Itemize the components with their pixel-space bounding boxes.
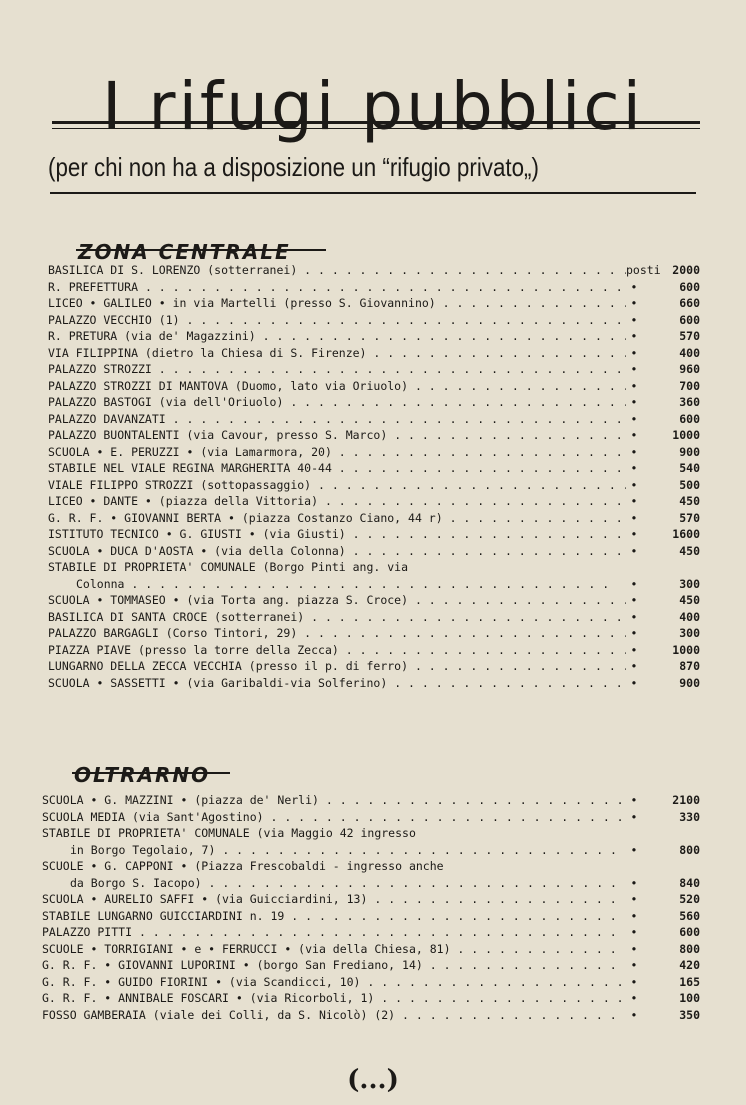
shelter-name-line: STABILE NEL VIALE REGINA MARGHERITA 40-44: [48, 461, 332, 475]
shelter-capacity: 450: [679, 494, 700, 508]
shelter-name-line: SCUOLA • AURELIO SAFFI • (via Guicciardini, 13): [42, 892, 368, 906]
shelter-name-line: PALAZZO BUONTALENTI (via Cavour, presso S. Marco): [48, 428, 388, 442]
bullet-mark: •: [630, 312, 638, 327]
shelter-capacity: 660: [679, 296, 700, 310]
shelter-name: [48, 295, 626, 312]
shelter-entry: [48, 675, 700, 692]
shelter-name-line: PALAZZO BARGAGLI (Corso Tintori, 29): [48, 626, 298, 640]
shelter-entry: [48, 658, 700, 675]
shelter-name: [42, 941, 626, 958]
shelter-entry: [48, 345, 700, 362]
shelter-name-line: R. PRETURA (via de' Magazzini): [48, 329, 256, 343]
shelter-name: [48, 394, 626, 411]
shelter-entry: [42, 858, 700, 891]
bullet-mark: •: [630, 543, 638, 558]
shelter-capacity: 900: [679, 444, 700, 459]
shelter-entry: [48, 460, 700, 477]
shelter-name-line: LICEO • GALILEO • in via Martelli (presso S. Giovannino): [48, 296, 436, 310]
shelter-name-line: SCUOLA • E. PERUZZI • (via Lamarmora, 20): [48, 444, 332, 459]
bullet-mark: •: [630, 345, 638, 360]
bullet-mark: •: [630, 411, 638, 426]
bullet-mark: •: [630, 576, 638, 591]
shelter-name-line: BASILICA DI S. LORENZO (sotterranei): [48, 263, 298, 277]
shelter-entry: [48, 543, 700, 560]
bullet-mark: •: [630, 793, 638, 807]
shelter-name: [42, 1007, 626, 1024]
shelter-entry: [42, 792, 700, 809]
shelter-capacity: 1600: [672, 527, 700, 541]
shelter-name-line: FOSSO GAMBERAIA (viale dei Colli, da S. Nicolò) (2): [42, 1007, 396, 1022]
shelter-entry: [48, 609, 700, 626]
shelter-entry: [48, 411, 700, 428]
section-underline-zona-centrale: [76, 249, 326, 251]
shelter-name-line: PIAZZA PIAVE (presso la torre della Zecca): [48, 642, 339, 657]
shelter-name: [42, 809, 626, 826]
shelter-capacity: 560: [679, 908, 700, 923]
shelter-entry: [42, 908, 700, 925]
shelter-capacity: 600: [679, 925, 700, 939]
shelter-entry: [48, 394, 700, 411]
shelter-capacity: 165: [679, 974, 700, 989]
shelter-capacity: 300: [679, 576, 700, 591]
shelter-entry: [48, 279, 700, 296]
shelter-name: [48, 642, 626, 659]
bullet-mark: •: [630, 659, 638, 673]
shelter-name: [48, 279, 626, 296]
shelter-capacity: 400: [679, 345, 700, 360]
shelter-name: [48, 510, 626, 527]
shelter-name-line: PALAZZO STROZZI DI MANTOVA (Duomo, lato via Oriuolo): [48, 378, 409, 393]
shelter-capacity: 500: [679, 477, 700, 492]
shelter-entry: [42, 941, 700, 958]
shelter-capacity: 450: [679, 543, 700, 558]
bullet-mark: •: [630, 296, 638, 310]
shelter-name-line: R. PREFETTURA: [48, 279, 139, 294]
section-heading-zona-centrale: ZONA CENTRALE: [78, 239, 291, 264]
bullet-mark: •: [630, 626, 638, 640]
shelter-capacity: 400: [679, 609, 700, 624]
shelter-entry: [42, 974, 700, 991]
shelter-capacity: 1000: [672, 428, 700, 442]
bullet-mark: •: [630, 809, 638, 824]
shelter-capacity: 360: [679, 395, 700, 409]
shelter-name-line: SCUOLE • TORRIGIANI • e • FERRUCCI • (via della Chiesa, 81): [42, 941, 451, 956]
shelter-entry: [42, 957, 700, 974]
shelter-name: [48, 328, 626, 345]
shelter-name: [42, 908, 626, 925]
shelter-name-continuation: in Borgo Tegolaio, 7) . . .: [42, 842, 620, 859]
shelter-name-line: G. R. F. • GUIDO FIORINI • (via Scandicci, 10): [42, 974, 361, 989]
shelter-capacity: 520: [679, 892, 700, 906]
bullet-mark: •: [630, 642, 638, 657]
shelter-name-line: PALAZZO VECCHIO (1): [48, 312, 180, 327]
shelter-entry: [42, 990, 700, 1007]
shelter-name: [48, 411, 626, 428]
shelter-capacity: 350: [679, 1007, 700, 1022]
shelter-entry: [42, 924, 700, 941]
shelter-capacity: 840: [679, 875, 700, 890]
shelter-name-line: SCUOLA • DUCA D'AOSTA • (via della Colonna): [48, 543, 346, 558]
shelter-name-line: G. R. F. • GIOVANNI BERTA • (piazza Costanzo Ciano, 44 r): [48, 510, 443, 525]
subtitle-underline: [50, 192, 696, 194]
shelter-name: [48, 427, 626, 444]
shelter-capacity: 700: [679, 378, 700, 393]
title-rule-thick: [52, 121, 700, 124]
shelter-name-line: LICEO • DANTE • (piazza della Vittoria): [48, 494, 319, 508]
bullet-mark: •: [630, 395, 638, 409]
shelter-entry: [42, 891, 700, 908]
shelter-entry: [48, 328, 700, 345]
bullet-mark: •: [630, 510, 638, 525]
shelter-name-line: SCUOLA • TOMMASEO • (via Torta ang. piazza S. Croce): [48, 593, 409, 607]
shelter-capacity: 600: [679, 411, 700, 426]
shelter-entry: [48, 361, 700, 378]
shelter-entry: [48, 510, 700, 527]
shelter-name-line: G. R. F. • ANNIBALE FOSCARI • (via Ricorboli, 1): [42, 991, 375, 1005]
shelter-name-line: G. R. F. • GIOVANNI LUPORINI • (borgo San Frediano, 14): [42, 958, 423, 972]
bullet-mark: •: [630, 991, 638, 1005]
shelter-name: [48, 609, 626, 626]
shelter-capacity: 300: [679, 626, 700, 640]
bullet-mark: •: [630, 958, 638, 972]
bullet-mark: •: [630, 925, 638, 939]
shelter-name: [48, 526, 626, 543]
shelter-name: [42, 974, 626, 991]
shelter-name-line: STABILE DI PROPRIETA' COMUNALE (Borgo Pinti ang. via: [48, 560, 409, 574]
shelter-name: [42, 957, 626, 974]
shelter-name: [48, 361, 626, 378]
bullet-mark: •: [630, 875, 638, 890]
shelter-capacity: 800: [679, 842, 700, 857]
shelter-name-line: BASILICA DI SANTA CROCE (sotterranei): [48, 609, 305, 624]
shelter-name-line: LUNGARNO DELLA ZECCA VECCHIA (presso il p. di ferro): [48, 659, 409, 673]
bullet-mark: •: [630, 444, 638, 459]
shelter-name: [48, 312, 626, 329]
bullet-mark: •: [630, 974, 638, 989]
shelter-name: [42, 990, 626, 1007]
bullet-mark: •: [630, 609, 638, 624]
shelter-list-oltrarno: [42, 792, 700, 1023]
shelter-name-line: ISTITUTO TECNICO • G. GIUSTI • (via Giusti): [48, 527, 346, 541]
shelter-name-line: SCUOLE • G. CAPPONI • (Piazza Frescobaldi - ingresso anche: [42, 859, 444, 873]
bullet-mark: •: [630, 461, 638, 475]
shelter-name: [48, 543, 626, 560]
shelter-entry: [48, 427, 700, 444]
bullet-mark: •: [630, 378, 638, 393]
places-label: posti: [626, 263, 661, 277]
shelter-name: [42, 792, 626, 809]
shelter-entry: [48, 295, 700, 312]
shelter-capacity: 900: [679, 675, 700, 690]
shelter-name-line: PALAZZO BASTOGI (via dell'Oriuolo): [48, 395, 284, 409]
shelter-entry: [48, 592, 700, 609]
shelter-name: [42, 924, 626, 941]
shelter-entry: [48, 312, 700, 329]
section-underline-oltrarno: [72, 772, 230, 774]
shelter-capacity: 600: [679, 279, 700, 294]
shelter-name: [48, 444, 626, 461]
shelter-capacity: 540: [679, 461, 700, 475]
shelter-entry: [48, 378, 700, 395]
shelter-entry: [48, 526, 700, 543]
bullet-mark: •: [630, 892, 638, 906]
shelter-name: [48, 345, 626, 362]
shelter-capacity: 570: [679, 510, 700, 525]
bullet-mark: •: [630, 941, 638, 956]
title-rule-thin: [52, 128, 700, 129]
section-heading-oltrarno: OLTRARNO: [74, 762, 211, 787]
shelter-name-line: SCUOLA MEDIA (via Sant'Agostino): [42, 809, 264, 824]
shelter-capacity: 600: [679, 312, 700, 327]
shelter-capacity: 420: [679, 958, 700, 972]
shelter-name-line: PALAZZO PITTI: [42, 925, 133, 939]
shelter-capacity: 330: [679, 809, 700, 824]
shelter-name: [48, 477, 626, 494]
shelter-name: [48, 262, 626, 279]
shelter-entry: [48, 625, 700, 642]
page-subtitle: (per chi non ha a disposizione un “rifugio privato„): [48, 152, 539, 182]
bullet-mark: •: [630, 362, 638, 376]
shelter-capacity: 570: [679, 329, 700, 343]
shelter-name: [48, 559, 626, 592]
bullet-mark: •: [630, 428, 638, 442]
shelter-entry: [42, 809, 700, 826]
shelter-name: [42, 825, 626, 858]
bullet-mark: •: [630, 675, 638, 690]
shelter-name: [48, 378, 626, 395]
bullet-mark: •: [630, 527, 638, 541]
shelter-capacity: 960: [679, 362, 700, 376]
page-title: I rifugi pubblici: [101, 68, 644, 146]
shelter-capacity: 1000: [672, 642, 700, 657]
shelter-name-continuation: da Borgo S. Iacopo) . . .: [42, 875, 620, 892]
shelter-capacity: 870: [679, 659, 700, 673]
bullet-mark: •: [630, 477, 638, 492]
shelter-capacity: 450: [679, 593, 700, 607]
shelter-name-line: STABILE DI PROPRIETA' COMUNALE (via Maggio 42 ingresso: [42, 826, 416, 840]
shelter-name-continuation: Colonna . . .: [48, 576, 620, 593]
shelter-entry: [48, 262, 700, 279]
shelter-entry: [42, 1007, 700, 1024]
shelter-name-line: STABILE LUNGARNO GUICCIARDINI n. 19: [42, 908, 285, 923]
shelter-name: [48, 592, 626, 609]
shelter-entry: [48, 477, 700, 494]
bullet-mark: •: [630, 908, 638, 923]
shelter-name: [42, 858, 626, 891]
shelter-entry: [48, 493, 700, 510]
shelter-list-zona-centrale: [48, 262, 700, 691]
shelter-name-line: SCUOLA • SASSETTI • (via Garibaldi-via Solferino): [48, 675, 388, 690]
shelter-name-line: VIALE FILIPPO STROZZI (sottopassaggio): [48, 477, 312, 492]
shelter-entry: [42, 825, 700, 858]
bullet-mark: •: [630, 279, 638, 294]
shelter-entry: [48, 559, 700, 592]
shelter-entry: [48, 642, 700, 659]
shelter-name: [48, 625, 626, 642]
shelter-name-line: SCUOLA • G. MAZZINI • (piazza de' Nerli): [42, 793, 319, 807]
shelter-name-line: PALAZZO STROZZI: [48, 362, 152, 376]
bullet-mark: •: [630, 842, 638, 857]
shelter-capacity: 2100: [672, 793, 700, 807]
shelter-capacity: 800: [679, 941, 700, 956]
shelter-capacity: 100: [679, 991, 700, 1005]
shelter-name: [48, 493, 626, 510]
bullet-mark: •: [630, 494, 638, 508]
bullet-mark: •: [630, 1007, 638, 1022]
bullet-mark: •: [630, 329, 638, 343]
shelter-entry: [48, 444, 700, 461]
bullet-mark: •: [630, 593, 638, 607]
shelter-name: [48, 658, 626, 675]
shelter-capacity: 2000: [672, 263, 700, 277]
shelter-name: [48, 460, 626, 477]
shelter-name-line: VIA FILIPPINA (dietro la Chiesa di S. Firenze): [48, 345, 367, 360]
shelter-name: [42, 891, 626, 908]
shelter-name-line: PALAZZO DAVANZATI: [48, 411, 166, 426]
shelter-name: [48, 675, 626, 692]
continuation-mark: (...): [347, 1065, 399, 1095]
